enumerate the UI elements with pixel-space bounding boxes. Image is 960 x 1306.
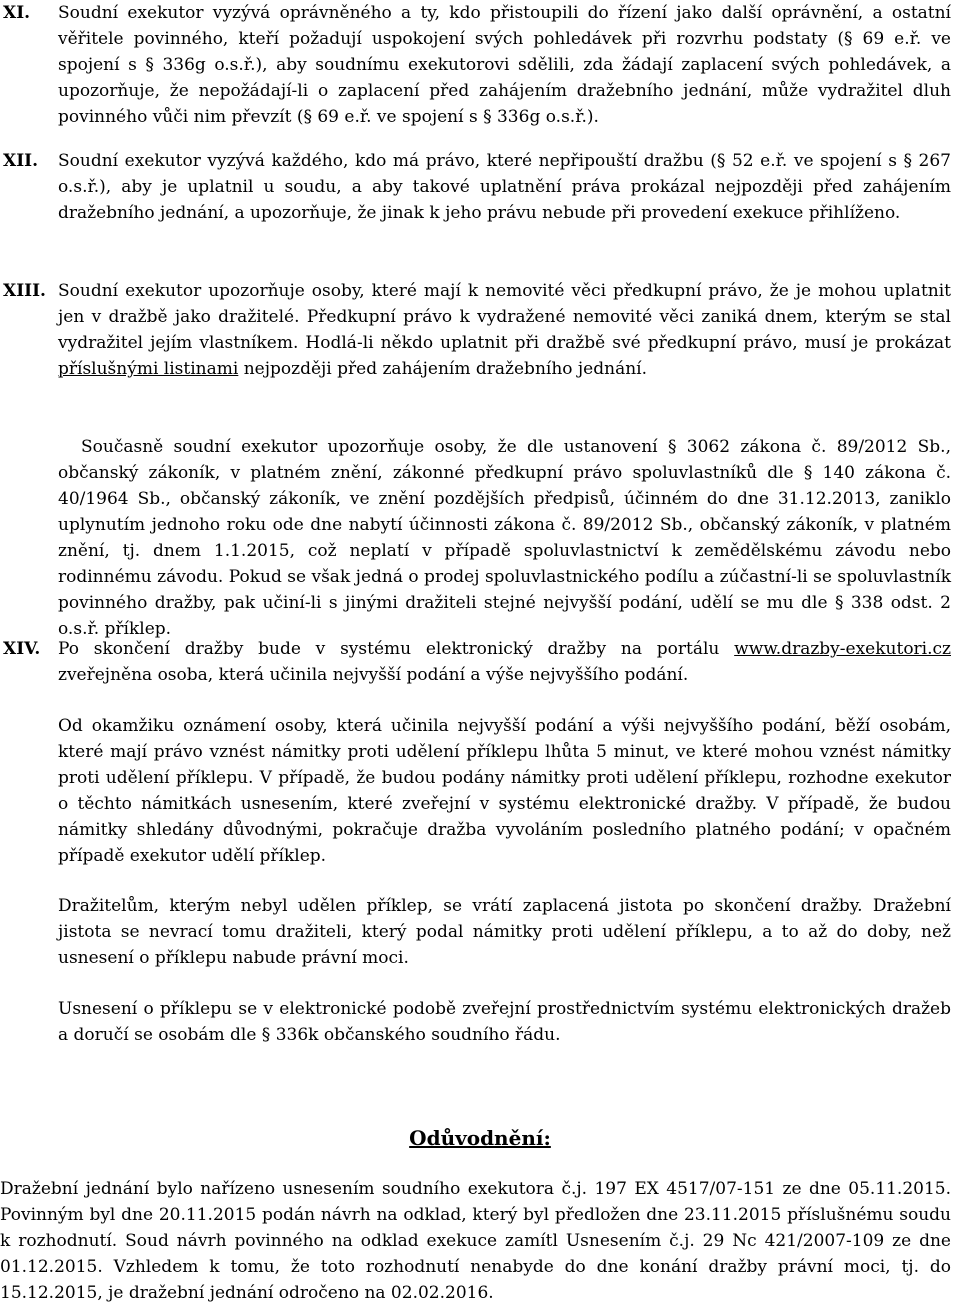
section-text: Soudní exekutor vyzývá každého, kdo má právo, které nepřipouští dražbu (§ 52 e.ř. ve spojení s § 267 o.s.ř.), aby je uplatnil u soudu, a aby takové uplatnění práva prokázal nejpozději před zahájením dražebního jednání, a upozorňuje, že jinak k jeho právu nebude při provedení exekuce přihlíženo. (58, 151, 951, 223)
section-number: XIII. (3, 281, 46, 301)
portal-link[interactable]: www.drazby-exekutori.cz (734, 639, 951, 659)
text-before: Soudní exekutor upozorňuje osoby, které mají k nemovité věci předkupní právo, že je mohou uplatnit jen v dražbě jako dražitelé. Předkupní právo k vydražené nemovité věci zaniká dnem, kterým se stal vydražitel jejím vlastníkem. Hodlá-li někdo uplatnit při dražbě své předkupní právo, musí je prokázat (58, 281, 951, 353)
section-xiii-extra (58, 434, 951, 642)
paragraph: Od okamžiku oznámení osoby, která učinila nejvyšší podání a výši nejvyššího podání, běží osobám, které mají právo vznést námitky proti udělení příklepu lhůta 5 minut, ve které mohou vznést námitky proti udělení příklepu. V případě, že budou podány námitky proti udělení příklepu, rozhodne exekutor o těchto námitkách usnesením, které zveřejní v systému elektronické dražby. V případě, že budou námitky shledány důvodnými, pokračuje dražba vyvoláním posledního platného podání; v opačném případě exekutor udělí příklep. (58, 716, 951, 866)
reasoning-text: Dražební jednání bylo nařízeno usnesením soudního exekutora č.j. 197 EX 4517/07-151 ze dne 05.11.2015. Povinným byl dne 20.11.2015 podán návrh na odklad, který byl předložen dne 23.11.2015 příslušnému soudu k rozhodnutí. Soud návrh povinného na odklad exekuce zamítl Usnesením č.j. 29 Nc 421/2007-109 ze dne 01.12.2015. Vzhledem k tomu, že toto rozhodnutí nenabyde do dne konání dražby právní moci, tj. do 15.12.2015, je dražební jednání odročeno na 02.02.2016. (0, 1179, 951, 1303)
section-xiv-paragraph-2 (58, 713, 951, 869)
section-text (58, 278, 951, 382)
text-after: nejpozději před zahájením dražebního jednání. (238, 359, 648, 379)
reasoning-heading: Odůvodnění: (409, 1126, 551, 1150)
section-text: Soudní exekutor vyzývá oprávněného a ty, kdo přistoupili do řízení jako další oprávnění, a ostatní věřitele povinného, kteří požadují uspokojení svých pohledávek při rozvrhu podstaty (§ 69 e.ř. ve spojení s § 336g o.s.ř.), aby soudnímu exekutorovi sdělili, zda žádají zaplacení svých pohledávek, a upozorňuje, že nepožádají-li o zaplacení před zahájením dražebního jednání, může vydražitel dluh povinného vůči nim převzít (§ 69 e.ř. ve spojení s § 336g o.s.ř.). (58, 3, 951, 127)
section-number: XI. (3, 3, 31, 23)
underlined-text: příslušnými listinami (58, 359, 239, 379)
paragraph: Usnesení o příklepu se v elektronické podobě zveřejní prostřednictvím systému elektronických dražeb a doručí se osobám dle § 336k občanského soudního řádu. (58, 999, 951, 1045)
section-number: XIV. (3, 639, 41, 659)
text-before: Po skončení dražby bude v systému elektronický dražby na portálu (58, 639, 735, 659)
section-xiv-paragraph-3 (58, 893, 951, 971)
section-text (58, 636, 951, 688)
section-number: XII. (3, 151, 39, 171)
reasoning-section (0, 1176, 951, 1306)
paragraph: Dražitelům, kterým nebyl udělen příklep, se vrátí zaplacená jistota po skončení dražby. Dražební jistota se nevrací tomu dražiteli, který podal námitky proti udělení příklepu, a to až do doby, než usnesení o příklepu nabude právní moci. (58, 896, 951, 968)
text-after: zveřejněna osoba, která učinila nejvyšší podání a výše nejvyššího podání. (58, 665, 689, 685)
paragraph: Současně soudní exekutor upozorňuje osoby, že dle ustanovení § 3062 zákona č. 89/2012 Sb., občanský zákoník, v platném znění, zákonné předkupní právo spoluvlastníků dle § 140 zákona č. 40/1964 Sb., občanský zákoník, ve znění pozdějších předpisů, účinném do dne 31.12.2013, zaniklo uplynutím jednoho roku ode dne nabytí účinnosti zákona č. 89/2012 Sb., občanský zákoník, v platném znění, tj. dnem 1.1.2015, což neplatí v případě spoluvlastnictví k zemědělskému závodu nebo rodinnému závodu. Pokud se však jedná o prodej spoluvlastnického podílu a zúčastní-li se spoluvlastník povinného dražby, pak učiní-li s jinými dražiteli stejné nejvyšší podání, udělí se mu dle § 338 odst. 2 o.s.ř. příklep. (58, 437, 951, 639)
section-xiv-paragraph-4 (58, 996, 951, 1048)
